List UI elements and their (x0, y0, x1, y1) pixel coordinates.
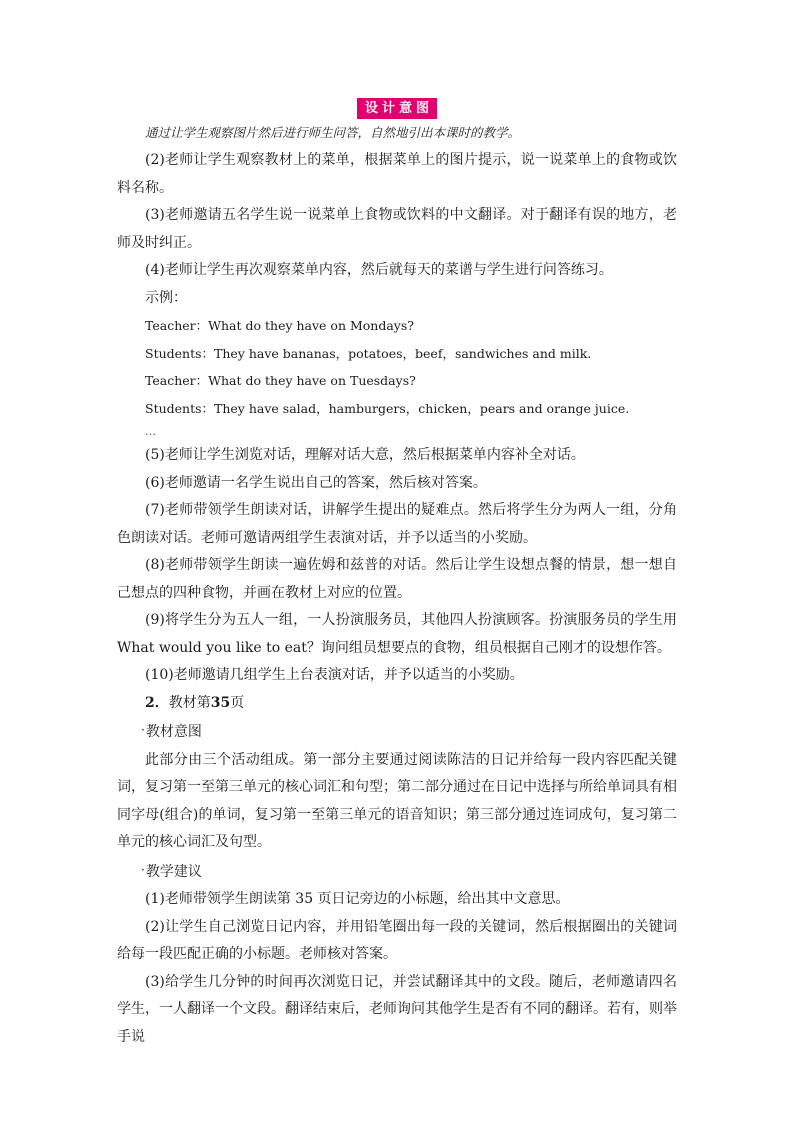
intent-heading (117, 717, 677, 747)
advice-heading (117, 857, 677, 887)
advice-title: 教学建议 (145, 863, 202, 880)
step-5: (5)老师让学生浏览对话，理解对话大意，然后根据菜单内容补全对话。 (145, 447, 585, 463)
example-line-3: Teacher：What do they have on Tuesdays? (145, 373, 416, 388)
banner-wrap (0, 97, 794, 119)
step-8: (8)老师带领学生朗读一遍佐姆和兹普的对话。然后让学生设想点餐的情景，想一想自己想点的四种食物，并画在教材上对应的位置。 (117, 557, 677, 601)
example-line-2: Students：They have bananas，potatoes，beef，sandwiches and milk. (145, 345, 592, 361)
advice-step-1: (1)老师带领学生朗读第 35 页日记旁边的小标题，给出其中文意思。 (145, 891, 570, 907)
example-ellipsis: … (145, 425, 156, 438)
example-line-1: Teacher：What do they have on Mondays? (145, 318, 414, 333)
advice-bullet: · (141, 862, 145, 877)
step-10: (10)老师邀请几组学生上台表演对话，并予以适当的小奖励。 (145, 667, 524, 683)
design-intent-note: 通过让学生观察图片然后进行师生问答，自然地引出本课时的教学。 (145, 125, 521, 140)
section-2-heading (117, 690, 677, 718)
step-9: (9)将学生分为五人一组，一人扮演服务员，其他四人扮演顾客。扮演服务员的学生用What would you like to eat？询问组员想要点的食物，组员根据自己刚才的设想作答。 (117, 612, 677, 656)
lesson-body (117, 147, 677, 1051)
intent-body: 此部分由三个活动组成。第一部分主要通过阅读陈洁的日记并给每一段内容匹配关键词，复习第一至第三单元的核心词汇和句型；第二部分通过在日记中选择与所给单词具有相同字母(组合)的单词，复习第一至第三单元的语音知识；第三部分通过连词成句，复习第二单元的核心词汇及句型。 (117, 751, 677, 850)
intent-title: 教材意图 (145, 724, 202, 740)
step-2: (2)老师让学生观察教材上的菜单，根据菜单上的图片提示，说一说菜单上的食物或饮料名称。 (117, 152, 677, 196)
step-3: (3)老师邀请五名学生说一说菜单上食物或饮料的中文翻译。对于翻译有误的地方，老师及时纠正。 (117, 207, 677, 251)
step-7: (7)老师带领学生朗读对话，讲解学生提出的疑难点。然后将学生分为两人一组，分角色朗读对话。老师可邀请两组学生表演对话，并予以适当的小奖励。 (117, 502, 677, 546)
section-2-page: 35 (210, 694, 231, 711)
advice-step-2: (2)让学生自己浏览日记内容，并用铅笔圈出每一段的关键词，然后根据圈出的关键词给每一段匹配正确的小标题。老师核对答案。 (117, 918, 677, 962)
section-2-number: 2． (145, 694, 169, 711)
example-label: 示例： (145, 289, 187, 306)
section-2-suffix: 页 (230, 694, 245, 711)
advice-step-3: (3)给学生几分钟的时间再次浏览日记，并尝试翻译其中的文段。随后，老师邀请四名学生，一人翻译一个文段。翻译结束后，老师询问其他学生是否有不同的翻译。若有，则举手说 (117, 973, 677, 1045)
intent-bullet: · (141, 723, 145, 737)
section-2-text: 教材第 (168, 694, 211, 711)
example-line-4: Students：They have salad，hamburgers，chicken，pears and orange juice. (145, 400, 630, 416)
step-4: (4)老师让学生再次观察菜单内容，然后就每天的菜谱与学生进行问答练习。 (145, 262, 613, 278)
step-6: (6)老师邀请一名学生说出自己的答案，然后核对答案。 (145, 474, 487, 491)
design-intent-banner: 设计意图 (357, 98, 437, 119)
